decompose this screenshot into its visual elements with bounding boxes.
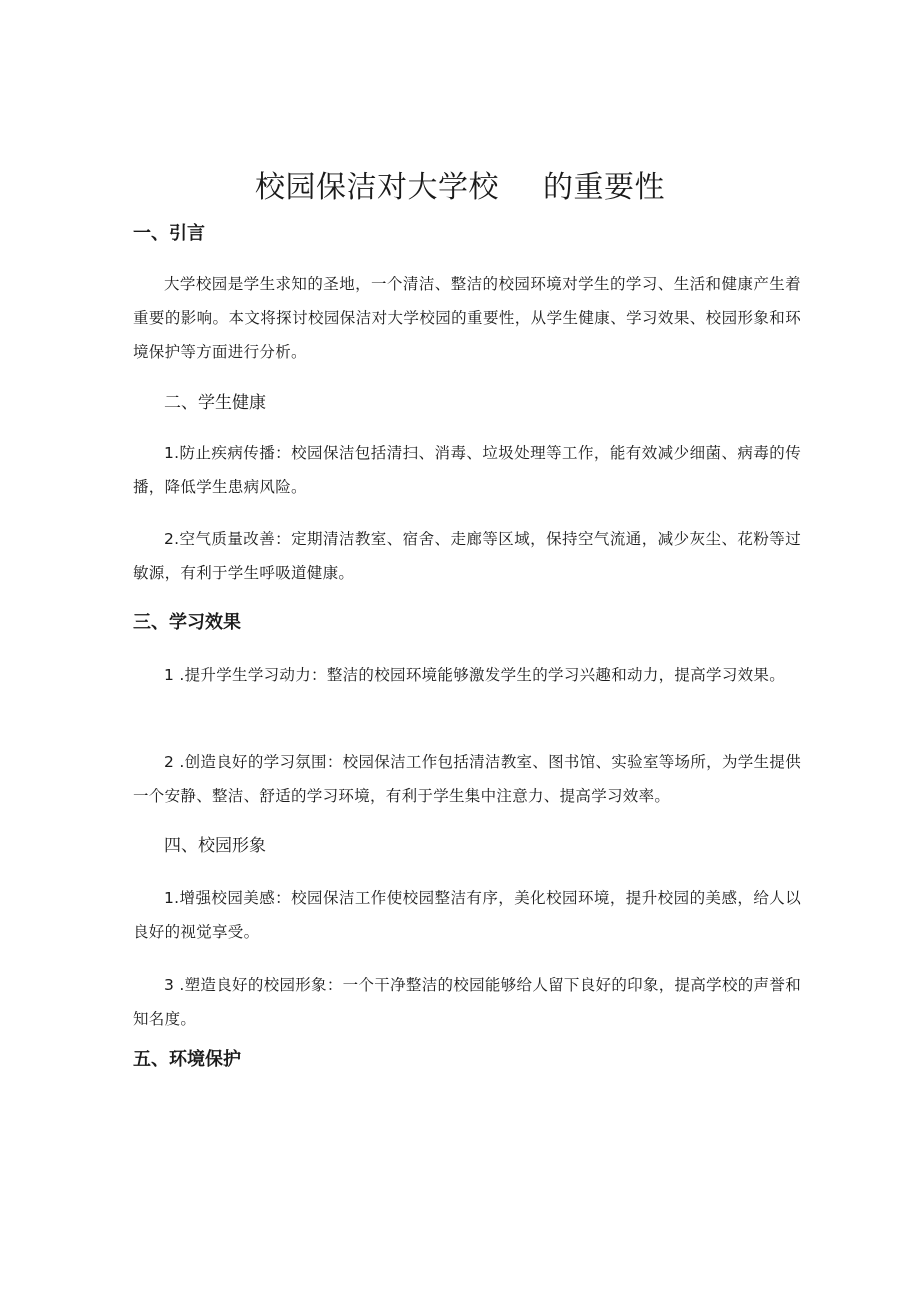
learning-item-1: 1 .提升学生学习动力：整洁的校园环境能够激发学生的学习兴趣和动力，提高学习效果。 <box>164 666 786 684</box>
document-title <box>0 166 920 210</box>
health-item-2: 2.空气质量改善：定期清洁教室、宿舍、走廊等区域，保持空气流通，减少灰尘、花粉等过敏源，有利于学生呼吸道健康。 <box>133 530 801 582</box>
intro-paragraph: 大学校园是学生求知的圣地，一个清洁、整洁的校园环境对学生的学习、生活和健康产生着重要的影响。本文将探讨校园保洁对大学校园的重要性，从学生健康、学习效果、校园形象和环境保护等方面进行分析。 <box>133 275 801 361</box>
section-heading-learning: 三、学习效果 <box>133 612 241 633</box>
learning-item-2: 2 .创造良好的学习氛围：校园保洁工作包括清洁教室、图书馆、实验室等场所，为学生提供一个安静、整洁、舒适的学习环境，有利于学生集中注意力、提高学习效率。 <box>133 753 801 805</box>
section-heading-health: 二、学生健康 <box>164 393 266 413</box>
section-heading-environment: 五、环境保护 <box>133 1049 241 1070</box>
section-heading-image: 四、校园形象 <box>164 836 266 856</box>
title-part-2: 的重要性 <box>543 170 665 205</box>
section-heading-intro: 一、引言 <box>133 223 205 244</box>
image-item-1: 1.增强校园美感：校园保洁工作使校园整洁有序，美化校园环境，提升校园的美感，给人以良好的视觉享受。 <box>133 889 801 941</box>
title-part-1: 校园保洁对大学校 <box>255 170 499 205</box>
health-item-1: 1.防止疾病传播：校园保洁包括清扫、消毒、垃圾处理等工作，能有效减少细菌、病毒的传播，降低学生患病风险。 <box>133 444 801 496</box>
image-item-2: 3 .塑造良好的校园形象：一个干净整洁的校园能够给人留下良好的印象，提高学校的声誉和知名度。 <box>133 976 801 1028</box>
